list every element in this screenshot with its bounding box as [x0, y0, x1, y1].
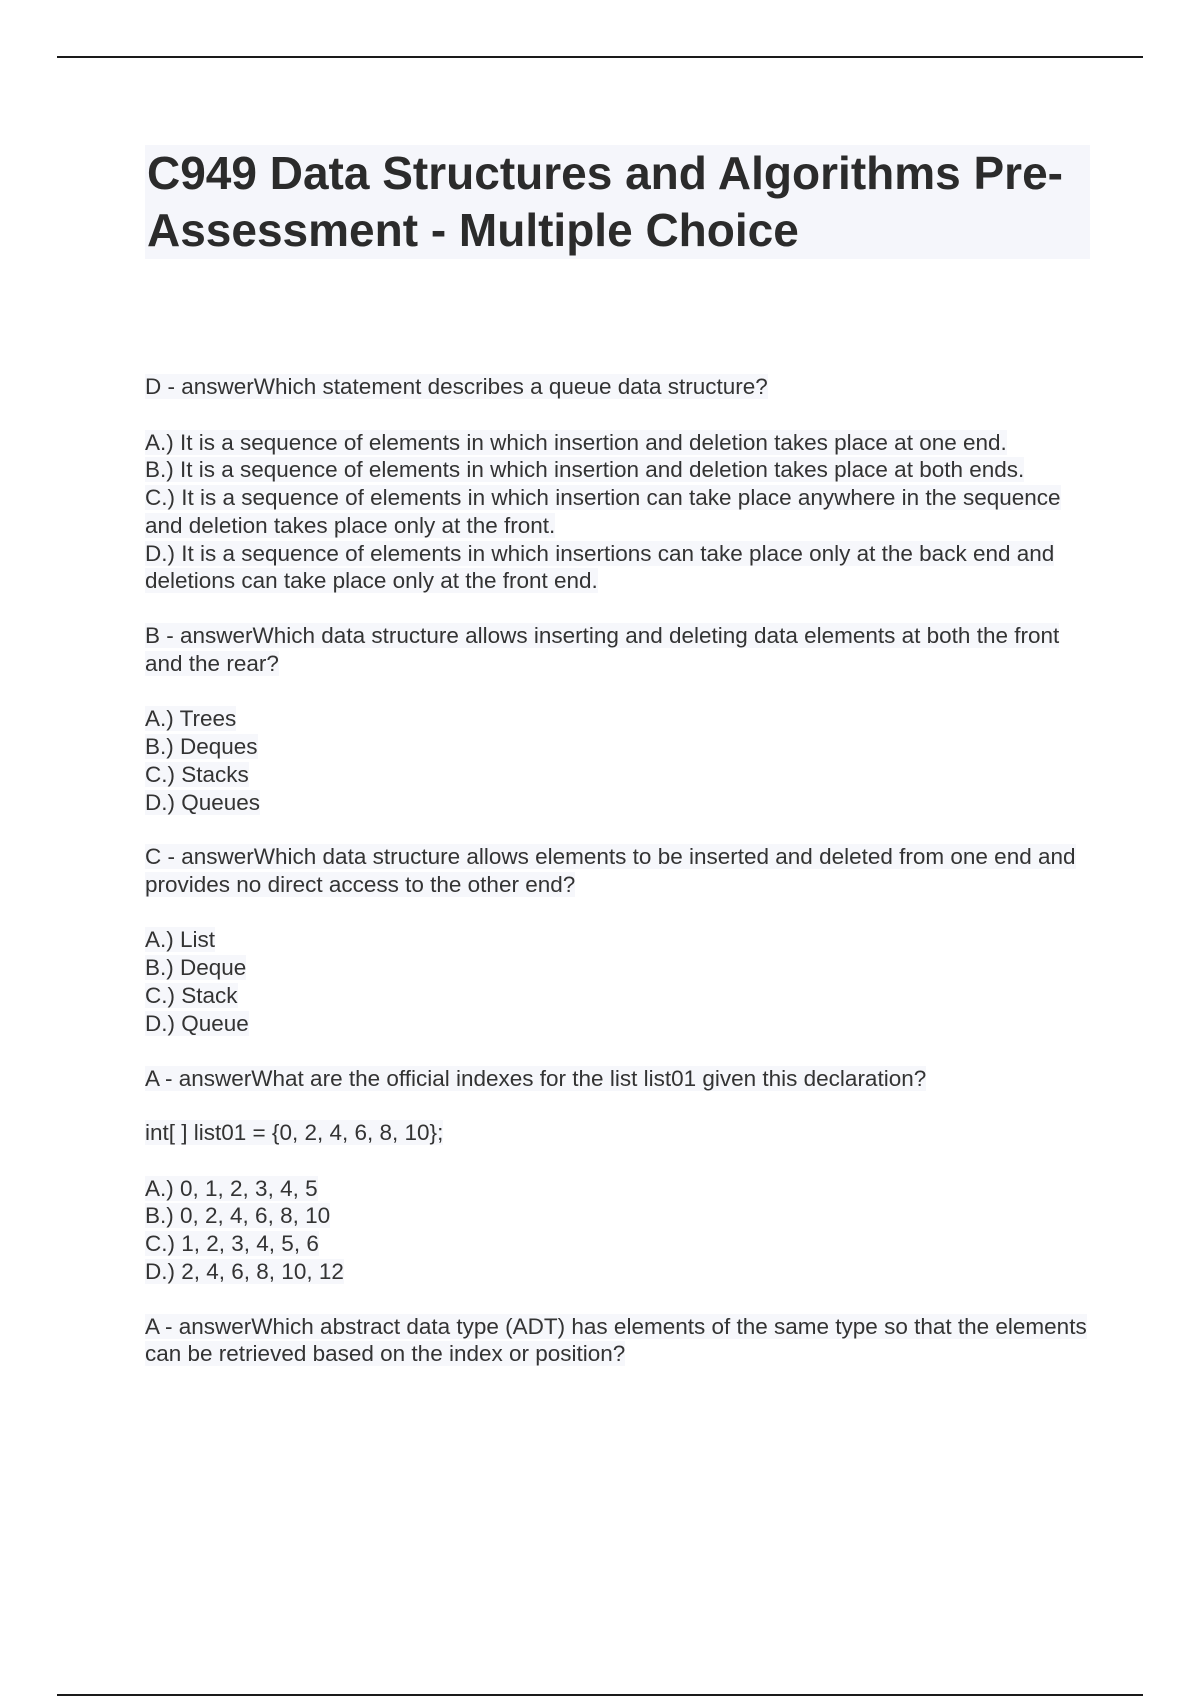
answer-option: C.) 1, 2, 3, 4, 5, 6 — [145, 1231, 319, 1257]
answer-option: C.) It is a sequence of elements in which insertion can take place anywhere in the sequence and deletion takes place only at the front. — [145, 485, 1061, 538]
answer-option: A.) 0, 1, 2, 3, 4, 5 — [145, 1175, 318, 1201]
answer-option: D.) Queue — [145, 1010, 249, 1036]
answer-option: A.) List — [145, 927, 216, 953]
question-text: D - answerWhich statement describes a queue data structure? — [145, 374, 768, 399]
answer-option: B.) Deques — [145, 734, 258, 760]
answer-option: C.) Stacks — [145, 761, 249, 787]
question-item — [145, 622, 1090, 816]
answer-option: A.) Trees — [145, 706, 237, 732]
document-content — [145, 145, 1090, 1395]
answer-options — [145, 429, 1090, 596]
answer-option: D.) It is a sequence of elements in which insertions can take place only at the back end and deletions can take place only at the front end. — [145, 540, 1055, 594]
question-item — [145, 843, 1090, 1037]
question-text: C - answerWhich data structure allows elements to be inserted and deleted from one end and provides no direct access to the other end? — [145, 844, 1076, 897]
answer-options — [145, 1175, 1090, 1286]
answer-option: A.) It is a sequence of elements in which insertion and deletion takes place at one end. — [145, 429, 1007, 455]
answer-option: D.) 2, 4, 6, 8, 10, 12 — [145, 1259, 344, 1285]
answer-options — [145, 926, 1090, 1037]
bottom-rule — [57, 1694, 1143, 1696]
question-item — [145, 373, 1090, 595]
answer-option: B.) 0, 2, 4, 6, 8, 10 — [145, 1203, 331, 1229]
answer-option: C.) Stack — [145, 983, 238, 1009]
question-text: A - answerWhich abstract data type (ADT) has elements of the same type so that the elements can be retrieved based on the index or position? — [145, 1313, 1087, 1367]
question-text: A - answerWhat are the official indexes for the list list01 given this declaration? — [145, 1065, 927, 1091]
question-list — [145, 373, 1090, 1368]
answer-option: B.) It is a sequence of elements in which insertion and deletion takes place at both ends. — [145, 457, 1025, 483]
document-title: C949 Data Structures and Algorithms Pre-Assessment - Multiple Choice — [145, 145, 1090, 259]
answer-options — [145, 705, 1090, 816]
question-text: B - answerWhich data structure allows inserting and deleting data elements at both the front and the rear? — [145, 623, 1060, 676]
answer-option: D.) Queues — [145, 789, 261, 815]
code-declaration: int[ ] list01 = {0, 2, 4, 6, 8, 10}; — [145, 1120, 444, 1146]
answer-option: B.) Deque — [145, 955, 247, 981]
question-item — [145, 1313, 1090, 1368]
top-rule — [57, 56, 1143, 58]
question-item — [145, 1065, 1090, 1286]
